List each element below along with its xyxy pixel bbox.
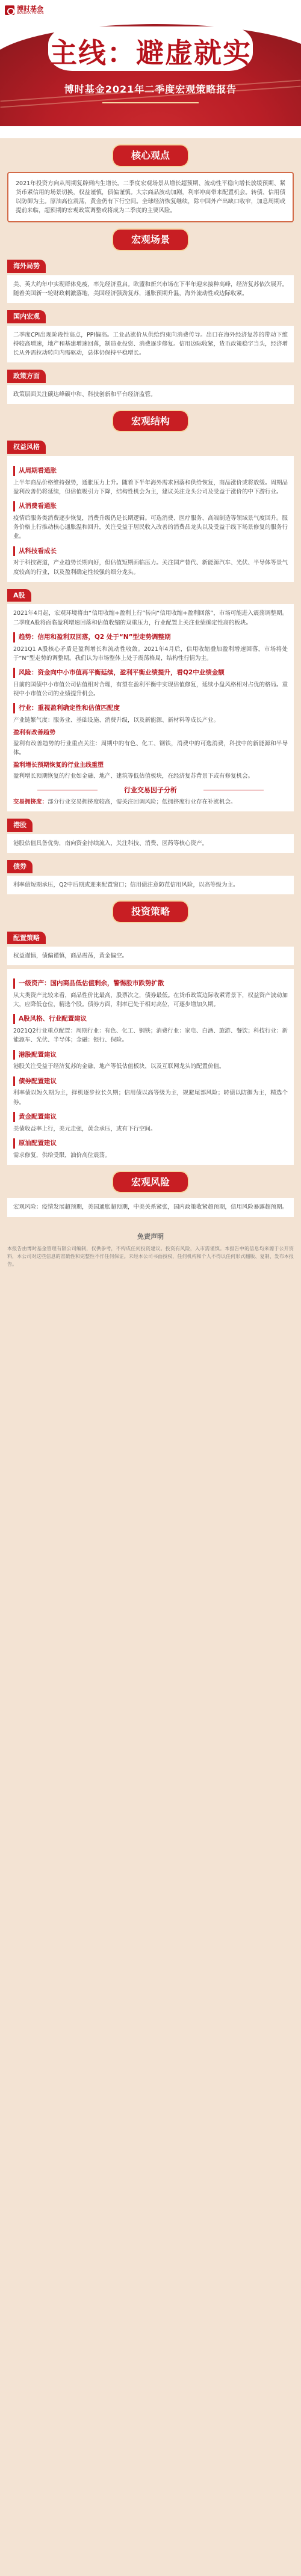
sub-heading: 盈利增长预期恢复的行业主线重塑 [13, 762, 104, 769]
paragraph: 盈利有改善趋势的行业重点关注：周期中的有色、化工、钢铁，消费中的可选消费，科技中的新能源和半导体。 [13, 740, 288, 757]
bar-heading: A股风格、行业配置建议 [13, 1014, 288, 1024]
paragraph: 目前的国债中小市值公司估值相对合理，有望在盈利平衡中实现估值修复，延续小盘风格相对占优的格局。重视中小市值公司的业绩提升机会。 [13, 681, 288, 697]
text-box [7, 456, 294, 582]
bar-heading: 从科技看成长 [13, 546, 288, 557]
text-box [7, 385, 294, 404]
section-title: 宏观风险 [112, 1171, 189, 1194]
inline-label: 交易拥挤度： [13, 799, 48, 806]
bar-heading: 债券配置建议 [13, 1076, 288, 1087]
brand-logo [5, 5, 44, 16]
brand-name-en: BOSERA FUNDS [17, 11, 45, 16]
core-card [7, 172, 294, 223]
bar-heading: 风险：资金向中小市值再平衡延续，盈利平衡业绩提升，看Q2中业绩金额 [13, 668, 288, 678]
text-box [7, 275, 294, 303]
subheading: 配置策略 [7, 932, 46, 945]
bar-heading: 趋势：信用和盈利双回落，Q2 处于“N”型走势调整期 [13, 632, 288, 642]
hero [0, 0, 301, 138]
subheading: 国内宏观 [7, 310, 46, 323]
divider-heading: 行业交易因子分析 [13, 785, 288, 796]
text-box [7, 947, 294, 965]
page-subtitle: 博时基金2021年二季度宏观策略报告 [64, 84, 237, 95]
subheading: 权益风格 [7, 441, 46, 454]
paragraph: 部分行业交易拥挤度较高，需关注回调风险；低拥挤度行业存在补涨机会。 [48, 799, 237, 806]
paragraph: 港股估值具备优势，南向资金持续流入，关注科技、消费、医药等核心资产。 [13, 840, 208, 847]
text-box [7, 969, 294, 1164]
bar-heading: 行业：重视盈利确定性和估值匹配度 [13, 703, 288, 713]
sub-heading: 盈利有改善趋势 [13, 730, 55, 737]
text-box [7, 326, 294, 363]
section-title: 投资策略 [112, 900, 189, 923]
report-page [0, 0, 301, 1281]
paragraph: 利率债短期承压，Q2中后期或迎来配置窗口；信用债注意防范信用风险，以高等级为主。 [13, 881, 239, 888]
paragraph: 产业链繁气度：服务业、基础设施、消费升级，以及新能源、新材料等成长产业。 [13, 716, 220, 724]
paragraph: 权益谨慎，债偏谨慎，商品震荡，黄金偏空。 [13, 953, 128, 960]
paragraph: 盈利增长预期恢复的行业如金融、地产、建筑等低估值板块，在经济复苏背景下或有修复机会。 [13, 773, 254, 780]
paragraph: 对于科技赛道，产业趋势长期向好，但估值短期面临压力。关注国产替代、新能源汽车、光伏、半导体等景气度较高的行业，以及盈利确定性较强的细分龙头。 [13, 560, 288, 576]
paragraph: 宏观风险：疫情发展超预期，美国通胀超预期，中美关系紧张，国内政策收紧超预期，信用风险暴露超预期。 [13, 1204, 288, 1211]
text-box [7, 1198, 294, 1216]
paragraph: 需求修复，供给受限，油价高位震荡。 [13, 1152, 111, 1159]
section-title: 宏观结构 [112, 410, 189, 433]
text-box [7, 876, 294, 894]
section-macro [0, 228, 301, 251]
paragraph: 利率债以短久期为主，择机逐步拉长久期；信用债以高等级为主，规避尾部风险；转债以防御为主，精选个券。 [13, 1090, 288, 1106]
subheading: 政策方面 [7, 370, 46, 383]
core-text: 2021年投资方向从周期复辟到内生增长。二季度宏观场景从增长超预期、流动性平稳向增长放缓预期、紧货币紧信用的场景切换，权益谨慎，债偏谨慎。大宗商品波动加剧，利率冲高带来配置机会。转债、信用债以防御为主。原油高位震荡，黄金仍有下行空间。全球经济恢复继续，除中国外产出缺口收窄，加息周期或提前来临，超预期的宏观政策调整或将成为二季度的主要风险。 [16, 180, 285, 215]
bar-heading: 黄金配置建议 [13, 1112, 288, 1122]
text-box [7, 604, 294, 811]
paragraph: 美、英大约年中实现群体免疫，率先经济重启。欧盟和新兴市场在下半年迎来接种高峰，经济复苏依次展开。随着美国新一轮财政刺激落地，美国经济强劲复苏，通胀预期升温，海外流动性或边际收紧。 [13, 281, 288, 297]
bar-heading: 一级资产：国内商品低估值剩余，警惕股市跌势扩散 [13, 978, 288, 989]
paragraph: 港股关注受益于经济复苏的金融、地产等低估值板块，以及互联网龙头的配置价值。 [13, 1063, 225, 1070]
bar-heading: 从周期看通胀 [13, 466, 288, 476]
subheading: A股 [7, 589, 31, 602]
paragraph: 美债收益率上行，美元走强，黄金承压，或有下行空间。 [13, 1125, 157, 1132]
paragraph: 从大类资产比较来看，商品性价比最高，股票次之，债券最低。在货币政策边际收紧背景下，权益资产波动加大，应降低仓位，精选个股。债券方面，利率已处于相对高位，可逐步增加久期。 [13, 992, 288, 1009]
bar-heading: 港股配置建议 [13, 1050, 288, 1060]
paragraph: 疫情后服务类消费逐步恢复，消费升级仍是长期逻辑。可选消费、医疗服务、高端制造等领域景气度回升。服务价格上行推动核心通胀温和回升，关注受益于居民收入改善的消费品龙头以及受益于线下场景修复的服务行业。 [13, 515, 288, 540]
section-title: 宏观场景 [112, 228, 189, 251]
paragraph: 上半年商品价格维持强势，通胀压力上升。随着下半年海外需求回落和供给恢复，商品涨价或将放缓。周期品盈利改善仍将延续，但估值吸引力下降，结构性机会为主，建议关注龙头公司及受益于涨价的中下游行业。 [13, 479, 288, 496]
section-structure [0, 410, 301, 433]
paragraph: 2021Q1 A股核心矛盾是盈利增长和流动性收敛。2021年4月后，信用收缩叠加盈利增速回落，市场将处于“N”型走势的调整期。我们认为市场整体上处于震荡格局，结构性行情为主。 [13, 646, 288, 662]
paragraph: 二季度CPI出现阶段性高点，PPI偏高。工业品涨价从供给约束向消费传导。出口在海外经济复苏的带动下维持较高增速，地产和基建增速回落，制造业投资、消费逐步修复。信用边际收紧，货币政策稳字当头，经济增长从外需拉动转向内需驱动，总体仍保持平稳增长。 [13, 331, 288, 356]
disclaimer-title: 免责声明 [137, 1232, 164, 1241]
disclaimer-text: 本报告由博时基金管理有限公司编制，仅供参考，不构成任何投资建议。投资有风险，入市需谨慎。本报告中的信息均来源于公开资料，本公司对这些信息的准确性和完整性不作任何保证。未经本公司书面授权，任何机构和个人不得以任何形式翻版、复制、发布本报告。 [7, 1246, 294, 1267]
brand-logo-icon [5, 5, 14, 15]
page-title: 主线：避虚就实 [49, 37, 252, 69]
section-title: 核心观点 [112, 144, 189, 167]
section-core [0, 144, 301, 167]
section-risk [0, 1171, 301, 1194]
bar-heading: 原油配置建议 [13, 1138, 288, 1149]
subtitle-underline [102, 102, 199, 103]
brand-name: 博时基金 [17, 4, 43, 13]
subheading: 海外局势 [7, 260, 46, 273]
paragraph: 2021Q2行业重点配置：周期行业：有色、化工、钢铁；消费行业：家电、白酒、旅游、餐饮；科技行业：新能源车、光伏、半导体；金融：银行、保险。 [13, 1028, 288, 1044]
subheading: 债券 [7, 860, 33, 873]
paragraph: 2021年4月起，宏观环境将由“信用收缩+盈利上行”转向“信用收缩+盈利回落”，市场可能进入震荡调整期。二季度A股将面临盈利增速回落和估值收缩的双重压力，行业配置上关注业绩确定性高的板块。 [13, 610, 288, 626]
disclaimer [7, 1225, 294, 1281]
topbar [0, 0, 301, 20]
text-box [7, 834, 294, 853]
paragraph: 政策层面关注碳达峰碳中和、科技创新和平台经济监管。 [13, 391, 157, 398]
bar-heading: 从消费看通胀 [13, 501, 288, 511]
section-invest [0, 900, 301, 923]
subheading: 港股 [7, 819, 33, 832]
